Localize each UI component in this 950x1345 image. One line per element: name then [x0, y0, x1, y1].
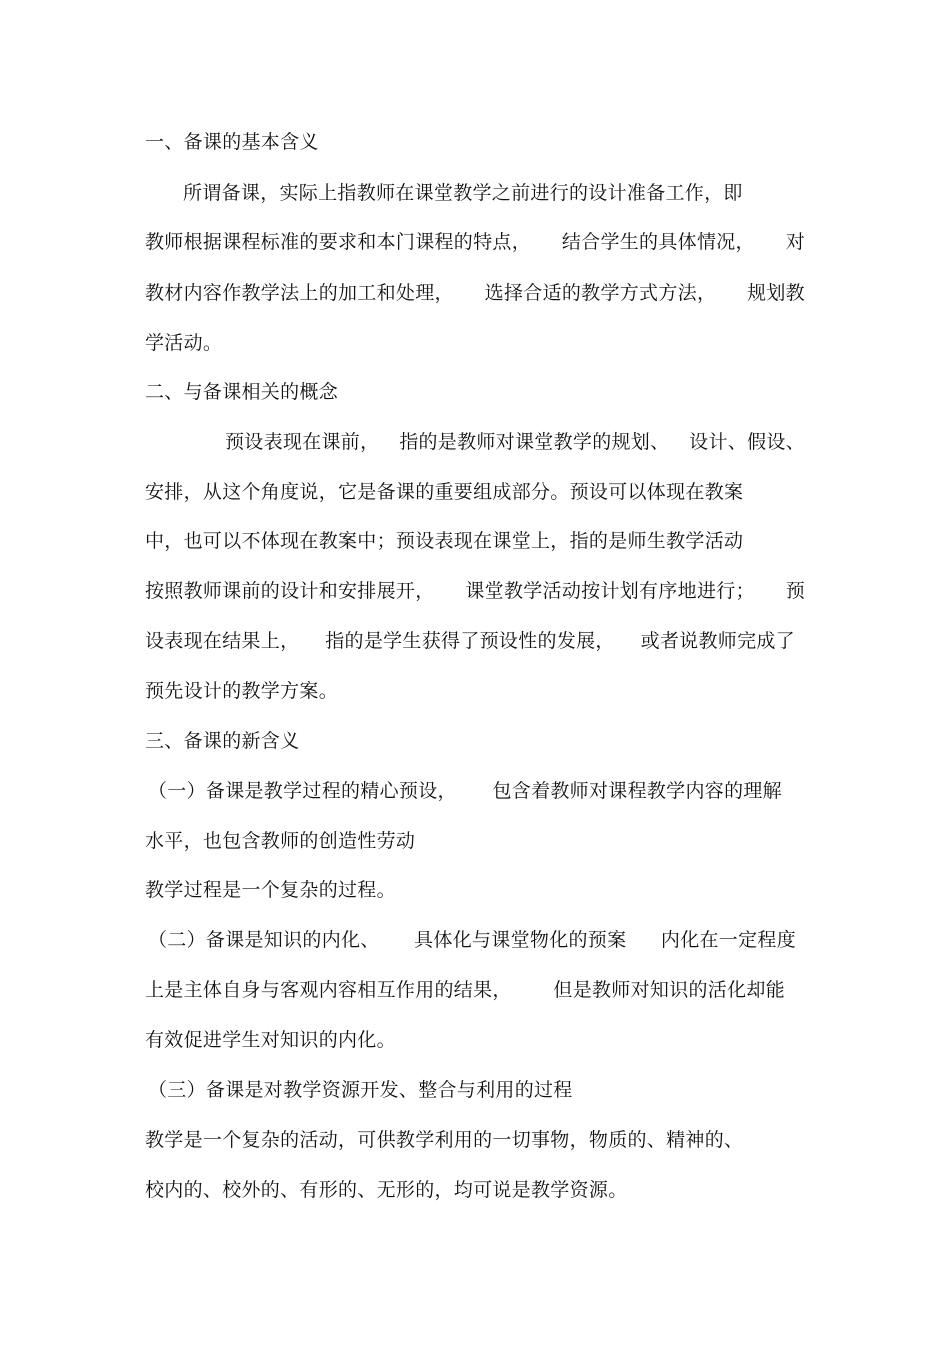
paragraph-line: 教学是一个复杂的活动，可供教学利用的一切事物，物质的、精神的、 [145, 1129, 744, 1151]
text-segment: 教材内容作教学法上的加工和处理， [145, 282, 454, 304]
text-segment: 具体化与课堂物化的预案 [414, 929, 627, 951]
paragraph-line: 预先设计的教学方案。 [145, 680, 339, 702]
text-segment: 指的是学生获得了预设性的发展， [325, 630, 615, 652]
paragraph-line: 校内的、校外的、有形的、无形的，均可说是教学资源。 [145, 1179, 628, 1201]
text-segment: 设计、假设、 [689, 431, 805, 453]
text-segment: （二）备课是知识的内化、 [148, 929, 380, 951]
text-segment: 包含着教师对课程教学内容的理解 [492, 780, 782, 802]
paragraph-line: 水平，也包含教师的创造性劳动 [145, 830, 416, 852]
paragraph-line: 所谓备课，实际上指教师在课堂教学之前进行的设计准备工作，即 [183, 182, 743, 204]
text-segment: 对 [785, 231, 805, 253]
text-segment: 选择合适的教学方式方法， [484, 282, 717, 304]
paragraph-line [148, 779, 782, 803]
paragraph-line [145, 230, 805, 254]
text-segment: （一）备课是教学过程的精心预设， [148, 780, 457, 802]
paragraph-line [148, 928, 796, 952]
paragraph-line [145, 281, 805, 305]
text-segment: 预 [785, 580, 805, 602]
paragraph-line [145, 629, 795, 653]
paragraph-line [145, 579, 805, 603]
text-segment: 内化在一定程度 [660, 929, 796, 951]
paragraph-line [145, 978, 785, 1002]
section-heading-2: 二、与备课相关的概念 [145, 381, 339, 403]
text-segment: 规划教 [747, 282, 805, 304]
text-segment: 上是主体自身与客观内容相互作用的结果， [145, 979, 512, 1001]
paragraph-line: 学活动。 [145, 332, 223, 354]
section-heading-3: 三、备课的新含义 [145, 730, 300, 752]
paragraph-line [225, 430, 805, 454]
paragraph-line: 中，也可以不体现在教案中；预设表现在课堂上，指的是师生教学活动 [145, 530, 744, 552]
text-segment: 课堂教学活动按计划有序地进行； [465, 580, 755, 602]
paragraph-line: 安排，从这个角度说，它是备课的重要组成部分。预设可以体现在教案 [145, 481, 744, 503]
paragraph-line: （三）备课是对教学资源开发、整合与利用的过程 [148, 1079, 573, 1101]
section-heading-1: 一、备课的基本含义 [145, 131, 319, 153]
text-segment: 设表现在结果上， [145, 630, 300, 652]
text-segment: 但是教师对知识的活化却能 [553, 979, 785, 1001]
text-segment: 按照教师课前的设计和安排展开， [145, 580, 435, 602]
text-segment: 预设表现在课前， [225, 431, 380, 453]
text-segment: 或者说教师完成了 [640, 630, 795, 652]
text-segment: 教师根据课程标准的要求和本门课程的特点， [145, 231, 532, 253]
paragraph-line: 有效促进学生对知识的内化。 [145, 1029, 396, 1051]
text-segment: 指的是教师对课堂教学的规划、 [399, 431, 670, 453]
text-segment: 结合学生的具体情况， [561, 231, 755, 253]
paragraph-line: 教学过程是一个复杂的过程。 [145, 879, 396, 901]
